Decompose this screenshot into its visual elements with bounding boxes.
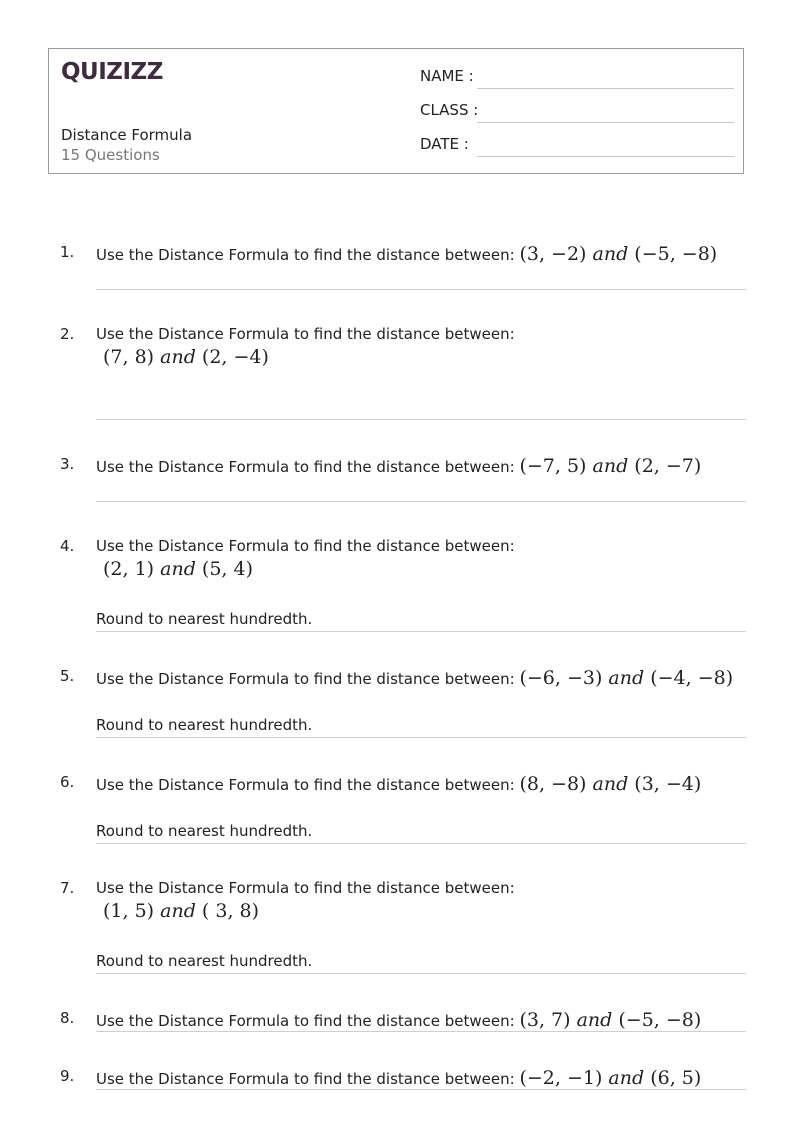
worksheet-title: Distance Formula bbox=[61, 126, 193, 144]
and-word: and bbox=[576, 1009, 613, 1031]
question-number: 7. bbox=[60, 879, 75, 897]
question-text bbox=[96, 1067, 701, 1089]
answer-line[interactable] bbox=[96, 419, 746, 420]
question-text bbox=[96, 1009, 701, 1031]
point-pair bbox=[519, 667, 733, 689]
point-b: (−5, −8) bbox=[634, 243, 718, 265]
point-b: (5, 4) bbox=[201, 558, 254, 580]
rounding-note: Round to nearest hundredth. bbox=[96, 952, 313, 970]
question-prompt: Use the Distance Formula to find the distance between: bbox=[96, 325, 515, 343]
and-word: and bbox=[592, 243, 629, 265]
name-field[interactable] bbox=[420, 67, 734, 89]
date-line[interactable] bbox=[477, 156, 734, 157]
question-prompt: Use the Distance Formula to find the distance between: bbox=[96, 458, 515, 476]
question-count: 15 Questions bbox=[61, 146, 160, 164]
question-number: 8. bbox=[60, 1009, 75, 1027]
rounding-note: Round to nearest hundredth. bbox=[96, 610, 313, 628]
point-a: (−6, −3) bbox=[519, 667, 603, 689]
and-word: and bbox=[160, 900, 196, 922]
quizizz-logo: QUIZIZZ bbox=[61, 59, 163, 85]
question-text bbox=[96, 455, 701, 477]
point-pair bbox=[519, 455, 701, 477]
point-a: (8, −8) bbox=[519, 773, 587, 795]
question-prompt: Use the Distance Formula to find the distance between: bbox=[96, 537, 515, 555]
point-pair bbox=[519, 1067, 701, 1089]
answer-line[interactable] bbox=[96, 501, 746, 502]
point-b: ( 3, 8) bbox=[201, 900, 260, 922]
question-prompt: Use the Distance Formula to find the distance between: bbox=[96, 670, 515, 688]
class-line[interactable] bbox=[477, 122, 734, 123]
answer-line[interactable] bbox=[96, 289, 746, 290]
answer-line[interactable] bbox=[96, 1031, 746, 1032]
question-text bbox=[96, 243, 717, 265]
point-b: (−4, −8) bbox=[650, 667, 734, 689]
answer-line[interactable] bbox=[96, 843, 746, 844]
question-prompt: Use the Distance Formula to find the distance between: bbox=[96, 1012, 515, 1030]
point-b: (−5, −8) bbox=[618, 1009, 702, 1031]
point-pair bbox=[519, 1009, 701, 1031]
point-a: (2, 1) bbox=[103, 558, 155, 580]
name-label: NAME : bbox=[420, 67, 474, 85]
point-a: (1, 5) bbox=[103, 900, 155, 922]
point-b: (2, −4) bbox=[201, 346, 269, 368]
question-number: 6. bbox=[60, 773, 75, 791]
question-text bbox=[96, 667, 733, 689]
name-line[interactable] bbox=[477, 88, 734, 89]
point-a: (7, 8) bbox=[103, 346, 155, 368]
point-a: (−2, −1) bbox=[519, 1067, 603, 1089]
question-number: 9. bbox=[60, 1067, 75, 1085]
point-b: (2, −7) bbox=[634, 455, 702, 477]
and-word: and bbox=[592, 455, 629, 477]
question-prompt: Use the Distance Formula to find the distance between: bbox=[96, 879, 515, 897]
answer-line[interactable] bbox=[96, 631, 746, 632]
question-prompt: Use the Distance Formula to find the distance between: bbox=[96, 246, 515, 264]
and-word: and bbox=[592, 773, 629, 795]
point-b: (3, −4) bbox=[634, 773, 702, 795]
and-word: and bbox=[160, 558, 196, 580]
question-number: 3. bbox=[60, 455, 75, 473]
point-a: (3, 7) bbox=[519, 1009, 571, 1031]
question-prompt: Use the Distance Formula to find the distance between: bbox=[96, 1070, 515, 1088]
class-field[interactable] bbox=[420, 101, 734, 123]
rounding-note: Round to nearest hundredth. bbox=[96, 716, 313, 734]
and-word: and bbox=[608, 667, 645, 689]
question-number: 2. bbox=[60, 325, 75, 343]
question-number: 1. bbox=[60, 243, 75, 261]
point-pair bbox=[519, 773, 701, 795]
answer-line[interactable] bbox=[96, 737, 746, 738]
answer-line[interactable] bbox=[96, 1089, 746, 1090]
date-field[interactable] bbox=[420, 135, 734, 157]
point-pair bbox=[103, 346, 269, 368]
and-word: and bbox=[160, 346, 196, 368]
rounding-note: Round to nearest hundredth. bbox=[96, 822, 313, 840]
point-a: (3, −2) bbox=[519, 243, 587, 265]
point-pair bbox=[519, 243, 717, 265]
question-prompt: Use the Distance Formula to find the distance between: bbox=[96, 776, 515, 794]
point-pair bbox=[103, 900, 259, 922]
point-a: (−7, 5) bbox=[519, 455, 587, 477]
date-label: DATE : bbox=[420, 135, 469, 153]
question-number: 4. bbox=[60, 537, 75, 555]
class-label: CLASS : bbox=[420, 101, 479, 119]
point-pair bbox=[103, 558, 253, 580]
point-b: (6, 5) bbox=[650, 1067, 702, 1089]
answer-line[interactable] bbox=[96, 973, 746, 974]
worksheet-header bbox=[48, 48, 744, 174]
and-word: and bbox=[608, 1067, 645, 1089]
question-text bbox=[96, 773, 701, 795]
question-number: 5. bbox=[60, 667, 75, 685]
